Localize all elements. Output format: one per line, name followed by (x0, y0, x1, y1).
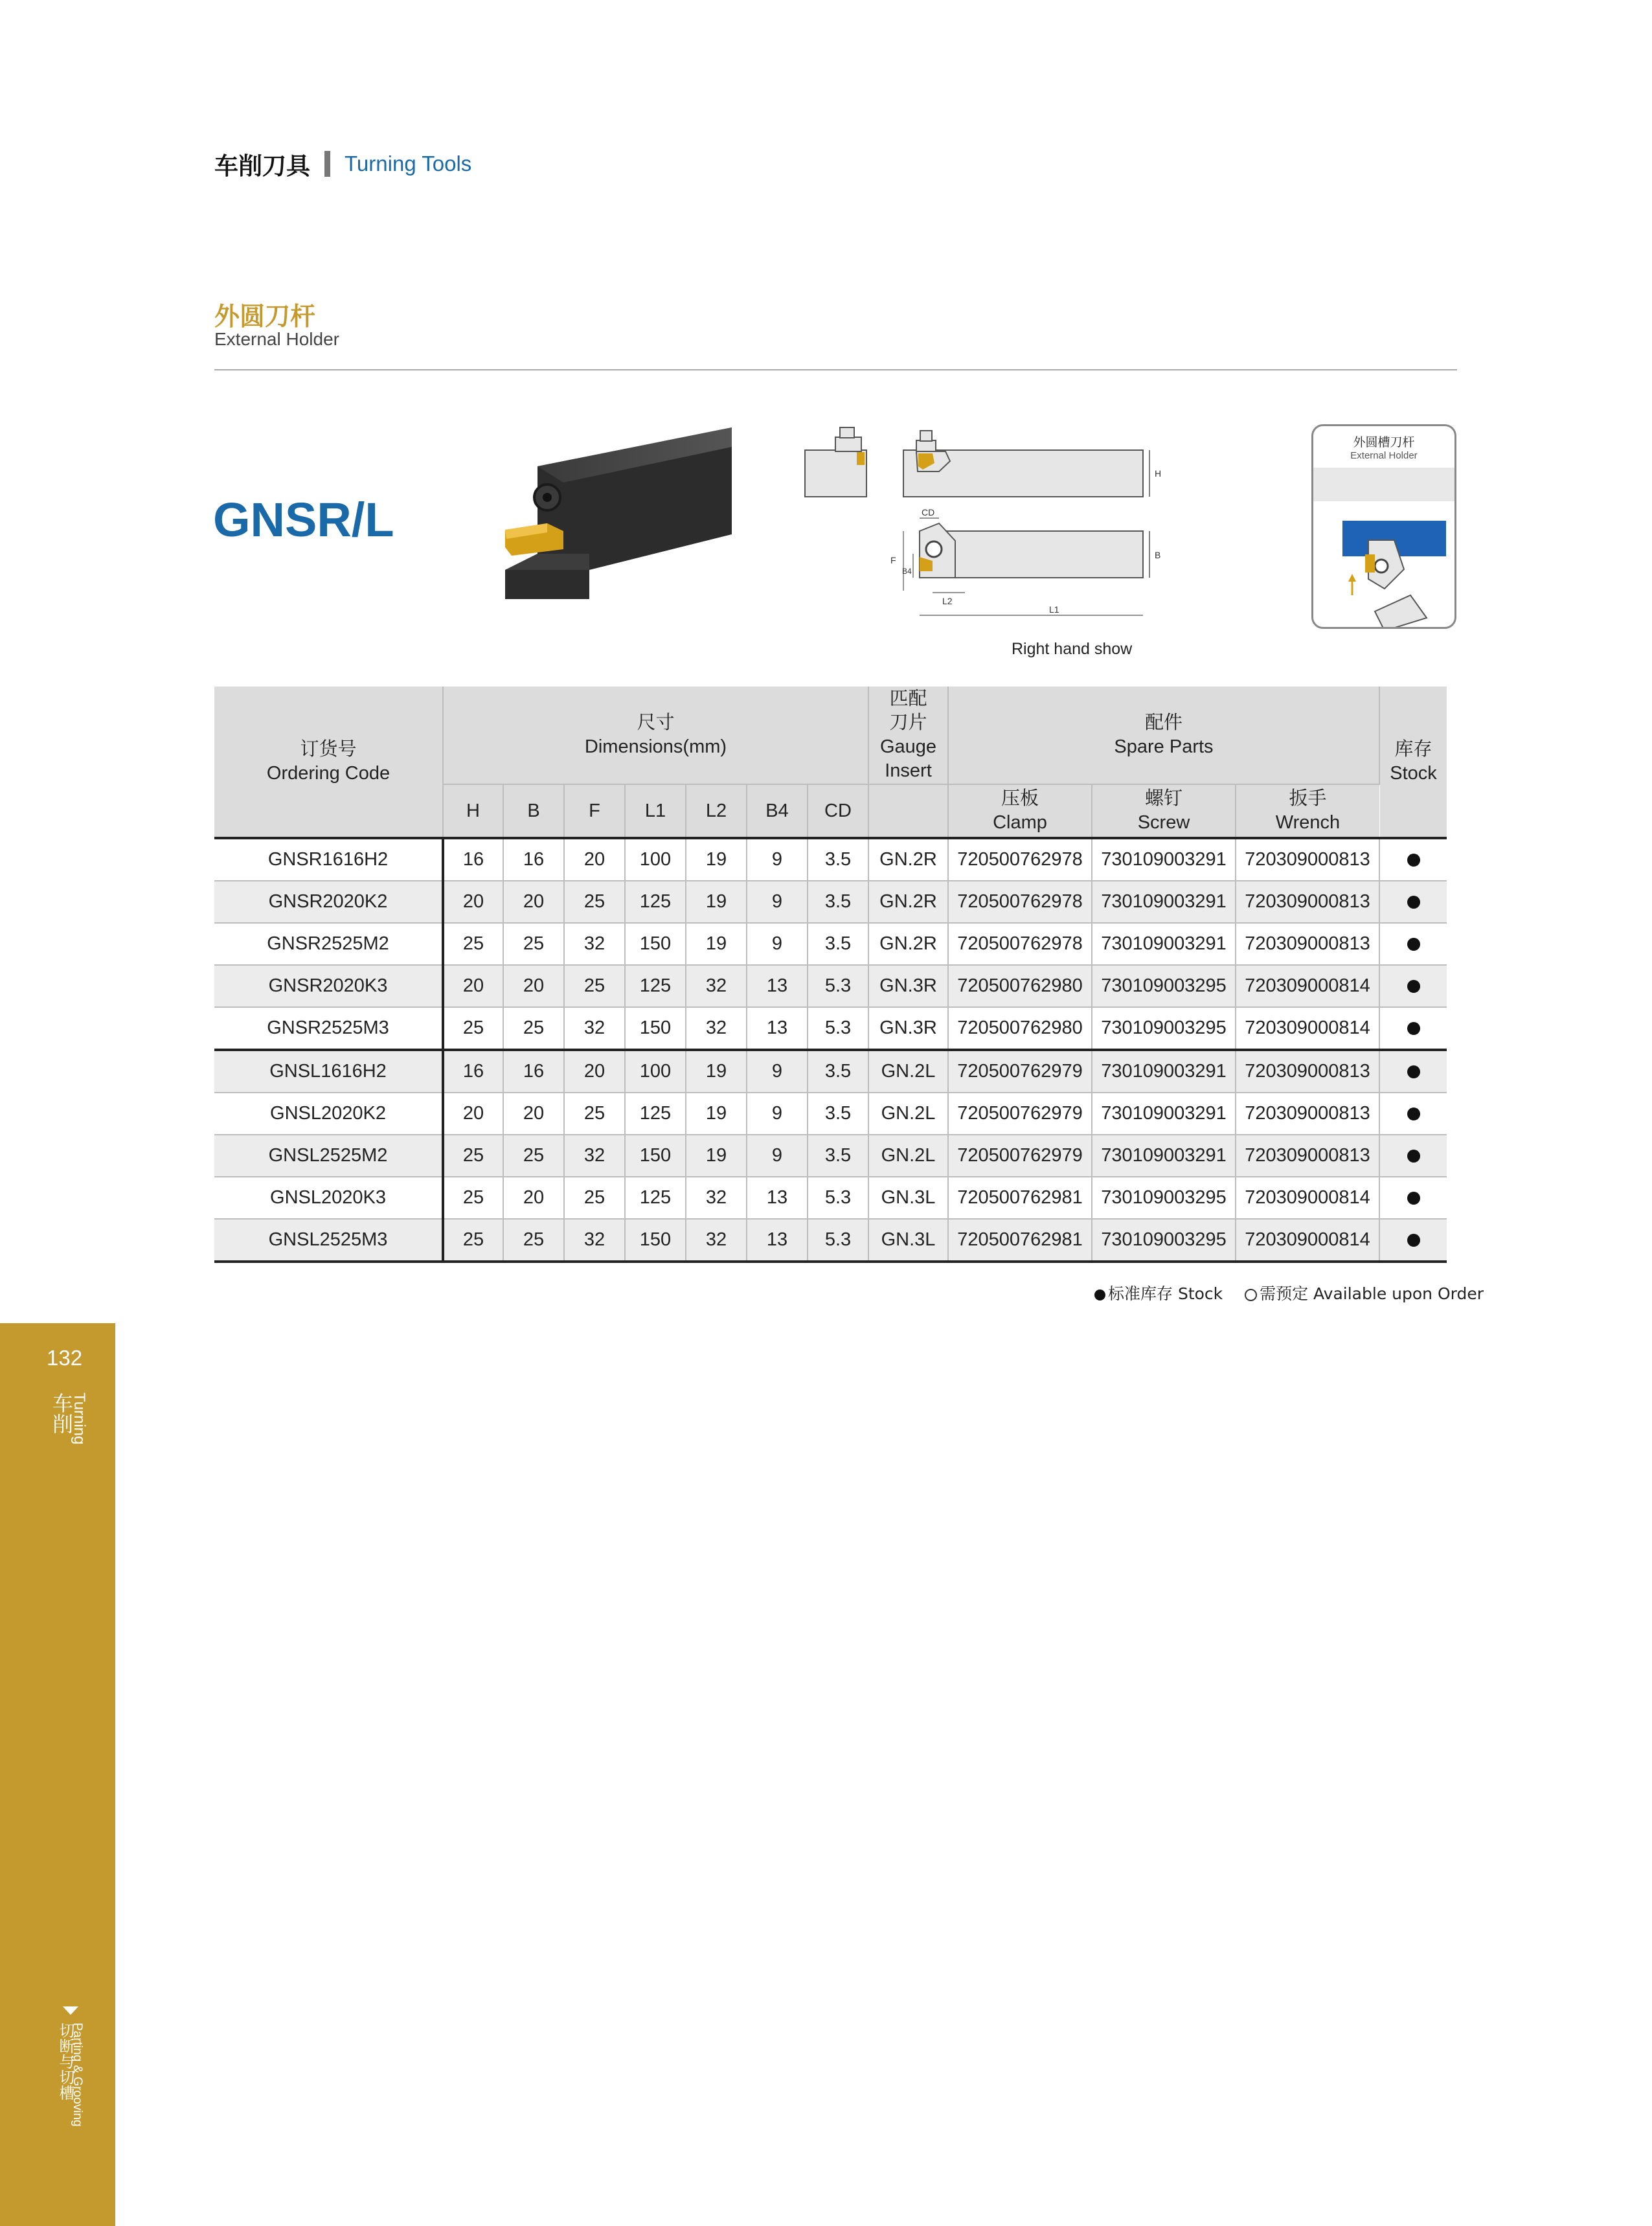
cell-clamp: 720500762978 (948, 881, 1092, 923)
cell-clamp: 720500762981 (948, 1219, 1092, 1262)
table-row (214, 1135, 1447, 1177)
cell-l2: 19 (686, 838, 747, 881)
cell-h: 25 (443, 1007, 503, 1050)
table-row (214, 1219, 1447, 1262)
cell-insert: GN.2R (868, 838, 948, 881)
cell-h: 16 (443, 838, 503, 881)
cell-l2: 32 (686, 965, 747, 1007)
cell-insert: GN.3L (868, 1177, 948, 1219)
cell-code: GNSL2020K3 (214, 1177, 443, 1219)
cell-screw: 730109003295 (1092, 1007, 1236, 1050)
cell-stock (1379, 923, 1447, 965)
cell-code: GNSR2525M2 (214, 923, 443, 965)
cell-l2: 19 (686, 1050, 747, 1093)
col-header-clamp: 压板 Clamp (948, 784, 1092, 838)
cell-f: 25 (564, 965, 625, 1007)
cell-wrench: 720309000814 (1236, 1219, 1379, 1262)
cell-l1: 150 (625, 1007, 686, 1050)
cell-cd: 3.5 (808, 881, 868, 923)
cell-code: GNSR2525M3 (214, 1007, 443, 1050)
cell-b4: 9 (747, 838, 808, 881)
cell-screw: 730109003291 (1092, 838, 1236, 881)
col-header-l2: L2 (686, 784, 747, 838)
cell-h: 25 (443, 1219, 503, 1262)
dim-label-cd: CD (922, 507, 935, 517)
cell-f: 25 (564, 881, 625, 923)
cell-wrench: 720309000813 (1236, 923, 1379, 965)
cell-insert: GN.2L (868, 1135, 948, 1177)
side-next-section-en[interactable]: Parting & Grooving (71, 2023, 84, 2127)
drawing-caption: Right hand show (1012, 640, 1133, 658)
holder-type-icon-box (1311, 424, 1456, 629)
triangle-down-nav-icon[interactable] (63, 2006, 78, 2015)
side-section-en: Turning (71, 1392, 88, 1445)
cell-f: 20 (564, 1050, 625, 1093)
cell-stock (1379, 838, 1447, 881)
cell-wrench: 720309000813 (1236, 881, 1379, 923)
cell-screw: 730109003291 (1092, 923, 1236, 965)
page-number: 132 (47, 1346, 83, 1370)
table-row (214, 1093, 1447, 1135)
cell-cd: 5.3 (808, 1219, 868, 1262)
cell-cd: 5.3 (808, 965, 868, 1007)
cell-screw: 730109003295 (1092, 965, 1236, 1007)
cell-h: 16 (443, 1050, 503, 1093)
cell-wrench: 720309000813 (1236, 838, 1379, 881)
cell-b: 25 (503, 1135, 564, 1177)
filled-circle-stock-icon (1407, 1150, 1420, 1163)
cell-l1: 150 (625, 923, 686, 965)
cell-wrench: 720309000813 (1236, 1093, 1379, 1135)
cell-l2: 32 (686, 1219, 747, 1262)
cell-insert: GN.3L (868, 1219, 948, 1262)
col-header-spare-parts: 配件 Spare Parts (948, 687, 1379, 784)
cell-stock (1379, 881, 1447, 923)
cell-clamp: 720500762979 (948, 1093, 1092, 1135)
cell-insert: GN.2R (868, 881, 948, 923)
col-header-l1: L1 (625, 784, 686, 838)
cell-l1: 125 (625, 965, 686, 1007)
cell-l2: 32 (686, 1177, 747, 1219)
cell-cd: 3.5 (808, 923, 868, 965)
filled-circle-stock-icon (1094, 1289, 1105, 1300)
section-title-en: External Holder (214, 329, 339, 349)
cell-l1: 125 (625, 1093, 686, 1135)
cell-b4: 9 (747, 1135, 808, 1177)
col-header-f: F (564, 784, 625, 838)
filled-circle-stock-icon (1407, 854, 1420, 867)
cell-screw: 730109003291 (1092, 881, 1236, 923)
cell-f: 32 (564, 1135, 625, 1177)
cell-l2: 19 (686, 923, 747, 965)
cell-clamp: 720500762978 (948, 923, 1092, 965)
col-header-b: B (503, 784, 564, 838)
cell-l2: 19 (686, 881, 747, 923)
cell-l2: 32 (686, 1007, 747, 1050)
cell-screw: 730109003295 (1092, 1177, 1236, 1219)
col-header-wrench: 扳手 Wrench (1236, 784, 1379, 838)
cell-b: 20 (503, 881, 564, 923)
cell-l1: 125 (625, 1177, 686, 1219)
cell-h: 25 (443, 1177, 503, 1219)
cell-b4: 13 (747, 1219, 808, 1262)
icon-box-title-en: External Holder (1350, 450, 1418, 461)
cell-stock (1379, 1007, 1447, 1050)
cell-b: 16 (503, 1050, 564, 1093)
cell-b4: 9 (747, 1050, 808, 1093)
cell-b4: 9 (747, 1093, 808, 1135)
cell-stock (1379, 1093, 1447, 1135)
cell-cd: 5.3 (808, 1177, 868, 1219)
cell-code: GNSR2020K2 (214, 881, 443, 923)
filled-circle-stock-icon (1407, 938, 1420, 951)
cell-l1: 150 (625, 1135, 686, 1177)
cell-f: 20 (564, 838, 625, 881)
cell-code: GNSL2020K2 (214, 1093, 443, 1135)
cell-f: 25 (564, 1177, 625, 1219)
cell-screw: 730109003295 (1092, 1219, 1236, 1262)
table-row (214, 1007, 1447, 1050)
table-row (214, 965, 1447, 1007)
cell-f: 25 (564, 1093, 625, 1135)
col-header-h: H (443, 784, 503, 838)
table-row (214, 923, 1447, 965)
col-header-dimensions: 尺寸 Dimensions(mm) (443, 687, 868, 784)
cell-h: 25 (443, 1135, 503, 1177)
cell-b4: 9 (747, 923, 808, 965)
side-next-section-cn[interactable]: 切断与切槽 (56, 2023, 74, 2100)
cell-f: 32 (564, 1219, 625, 1262)
table-row (214, 1177, 1447, 1219)
cell-screw: 730109003291 (1092, 1050, 1236, 1093)
section-title-cn: 外圆刀杆 (214, 302, 316, 332)
filled-circle-stock-icon (1407, 1022, 1420, 1035)
cell-wrench: 720309000814 (1236, 1007, 1379, 1050)
col-header-b4: B4 (747, 784, 808, 838)
cell-code: GNSL2525M2 (214, 1135, 443, 1177)
hollow-circle-order-icon (1245, 1289, 1257, 1301)
page-header (214, 146, 471, 181)
cell-clamp: 720500762978 (948, 838, 1092, 881)
legend-order: 需预定 Available upon Order (1260, 1284, 1484, 1303)
cell-b: 25 (503, 1219, 564, 1262)
cell-l1: 125 (625, 881, 686, 923)
header-divider (324, 151, 330, 177)
cell-f: 32 (564, 1007, 625, 1050)
dim-label-l2: L2 (942, 596, 953, 606)
cell-cd: 3.5 (808, 1050, 868, 1093)
cell-b: 20 (503, 965, 564, 1007)
cell-wrench: 720309000813 (1236, 1135, 1379, 1177)
cell-code: GNSR2020K3 (214, 965, 443, 1007)
filled-circle-stock-icon (1407, 1234, 1420, 1247)
cell-code: GNSR1616H2 (214, 838, 443, 881)
cell-insert: GN.2L (868, 1093, 948, 1135)
col-header-ordering-code: 订货号 Ordering Code (214, 687, 443, 838)
cell-cd: 5.3 (808, 1007, 868, 1050)
cell-clamp: 720500762979 (948, 1135, 1092, 1177)
dim-label-b: B (1155, 550, 1161, 560)
filled-circle-stock-icon (1407, 1192, 1420, 1205)
header-title-en: Turning Tools (345, 152, 472, 176)
cell-b: 20 (503, 1093, 564, 1135)
cell-clamp: 720500762980 (948, 965, 1092, 1007)
cell-b: 25 (503, 1007, 564, 1050)
cell-b4: 13 (747, 965, 808, 1007)
spec-table (214, 687, 1447, 1263)
external-holder-icon (1313, 501, 1454, 629)
table-row (214, 881, 1447, 923)
dim-label-l1: L1 (1049, 604, 1059, 615)
header-title-cn: 车削刀具 (214, 152, 310, 180)
table-row (214, 1050, 1447, 1093)
cell-b4: 13 (747, 1007, 808, 1050)
cell-b4: 9 (747, 881, 808, 923)
cell-l1: 100 (625, 1050, 686, 1093)
cell-code: GNSL1616H2 (214, 1050, 443, 1093)
model-title: GNSR/L (213, 493, 394, 547)
dim-label-f: F (890, 555, 896, 565)
cell-stock (1379, 1219, 1447, 1262)
cell-wrench: 720309000813 (1236, 1050, 1379, 1093)
cell-h: 20 (443, 881, 503, 923)
cell-l1: 150 (625, 1219, 686, 1262)
cell-wrench: 720309000814 (1236, 965, 1379, 1007)
cell-cd: 3.5 (808, 838, 868, 881)
col-header-stock: 库存 Stock (1379, 687, 1447, 838)
cell-stock (1379, 1177, 1447, 1219)
cell-h: 20 (443, 965, 503, 1007)
cell-cd: 3.5 (808, 1135, 868, 1177)
cell-cd: 3.5 (808, 1093, 868, 1135)
filled-circle-stock-icon (1407, 980, 1420, 993)
side-section-cn: 车削 (49, 1392, 74, 1434)
tool-holder-photo (499, 421, 745, 606)
cell-stock (1379, 1135, 1447, 1177)
filled-circle-stock-icon (1407, 1107, 1420, 1120)
cell-h: 25 (443, 923, 503, 965)
dim-label-b4: B4 (902, 567, 912, 576)
dim-label-h: H (1155, 468, 1162, 479)
col-header-screw: 螺钉 Screw (1092, 784, 1236, 838)
cell-insert: GN.2R (868, 923, 948, 965)
col-header-cd: CD (808, 784, 868, 838)
cell-b: 16 (503, 838, 564, 881)
col-header-insert-blank (868, 784, 948, 838)
cell-stock (1379, 965, 1447, 1007)
stock-legend (1094, 1281, 1484, 1304)
cell-stock (1379, 1050, 1447, 1093)
cell-screw: 730109003291 (1092, 1093, 1236, 1135)
cell-l2: 19 (686, 1093, 747, 1135)
cell-l2: 19 (686, 1135, 747, 1177)
cell-clamp: 720500762979 (948, 1050, 1092, 1093)
technical-drawing (800, 421, 1240, 635)
cell-f: 32 (564, 923, 625, 965)
cell-insert: GN.3R (868, 1007, 948, 1050)
icon-box-title-cn: 外圆槽刀杆 (1353, 435, 1415, 449)
cell-screw: 730109003291 (1092, 1135, 1236, 1177)
table-row (214, 838, 1447, 881)
filled-circle-stock-icon (1407, 1065, 1420, 1078)
section-rule (214, 369, 1457, 370)
cell-l1: 100 (625, 838, 686, 881)
cell-wrench: 720309000814 (1236, 1177, 1379, 1219)
cell-clamp: 720500762981 (948, 1177, 1092, 1219)
cell-b: 25 (503, 923, 564, 965)
legend-stock: 标准库存 Stock (1108, 1284, 1223, 1303)
col-header-gauge-insert: 匹配 刀片 Gauge Insert (868, 687, 948, 784)
cell-insert: GN.2L (868, 1050, 948, 1093)
cell-insert: GN.3R (868, 965, 948, 1007)
cell-clamp: 720500762980 (948, 1007, 1092, 1050)
cell-h: 20 (443, 1093, 503, 1135)
filled-circle-stock-icon (1407, 896, 1420, 909)
cell-b4: 13 (747, 1177, 808, 1219)
cell-code: GNSL2525M3 (214, 1219, 443, 1262)
cell-b: 20 (503, 1177, 564, 1219)
